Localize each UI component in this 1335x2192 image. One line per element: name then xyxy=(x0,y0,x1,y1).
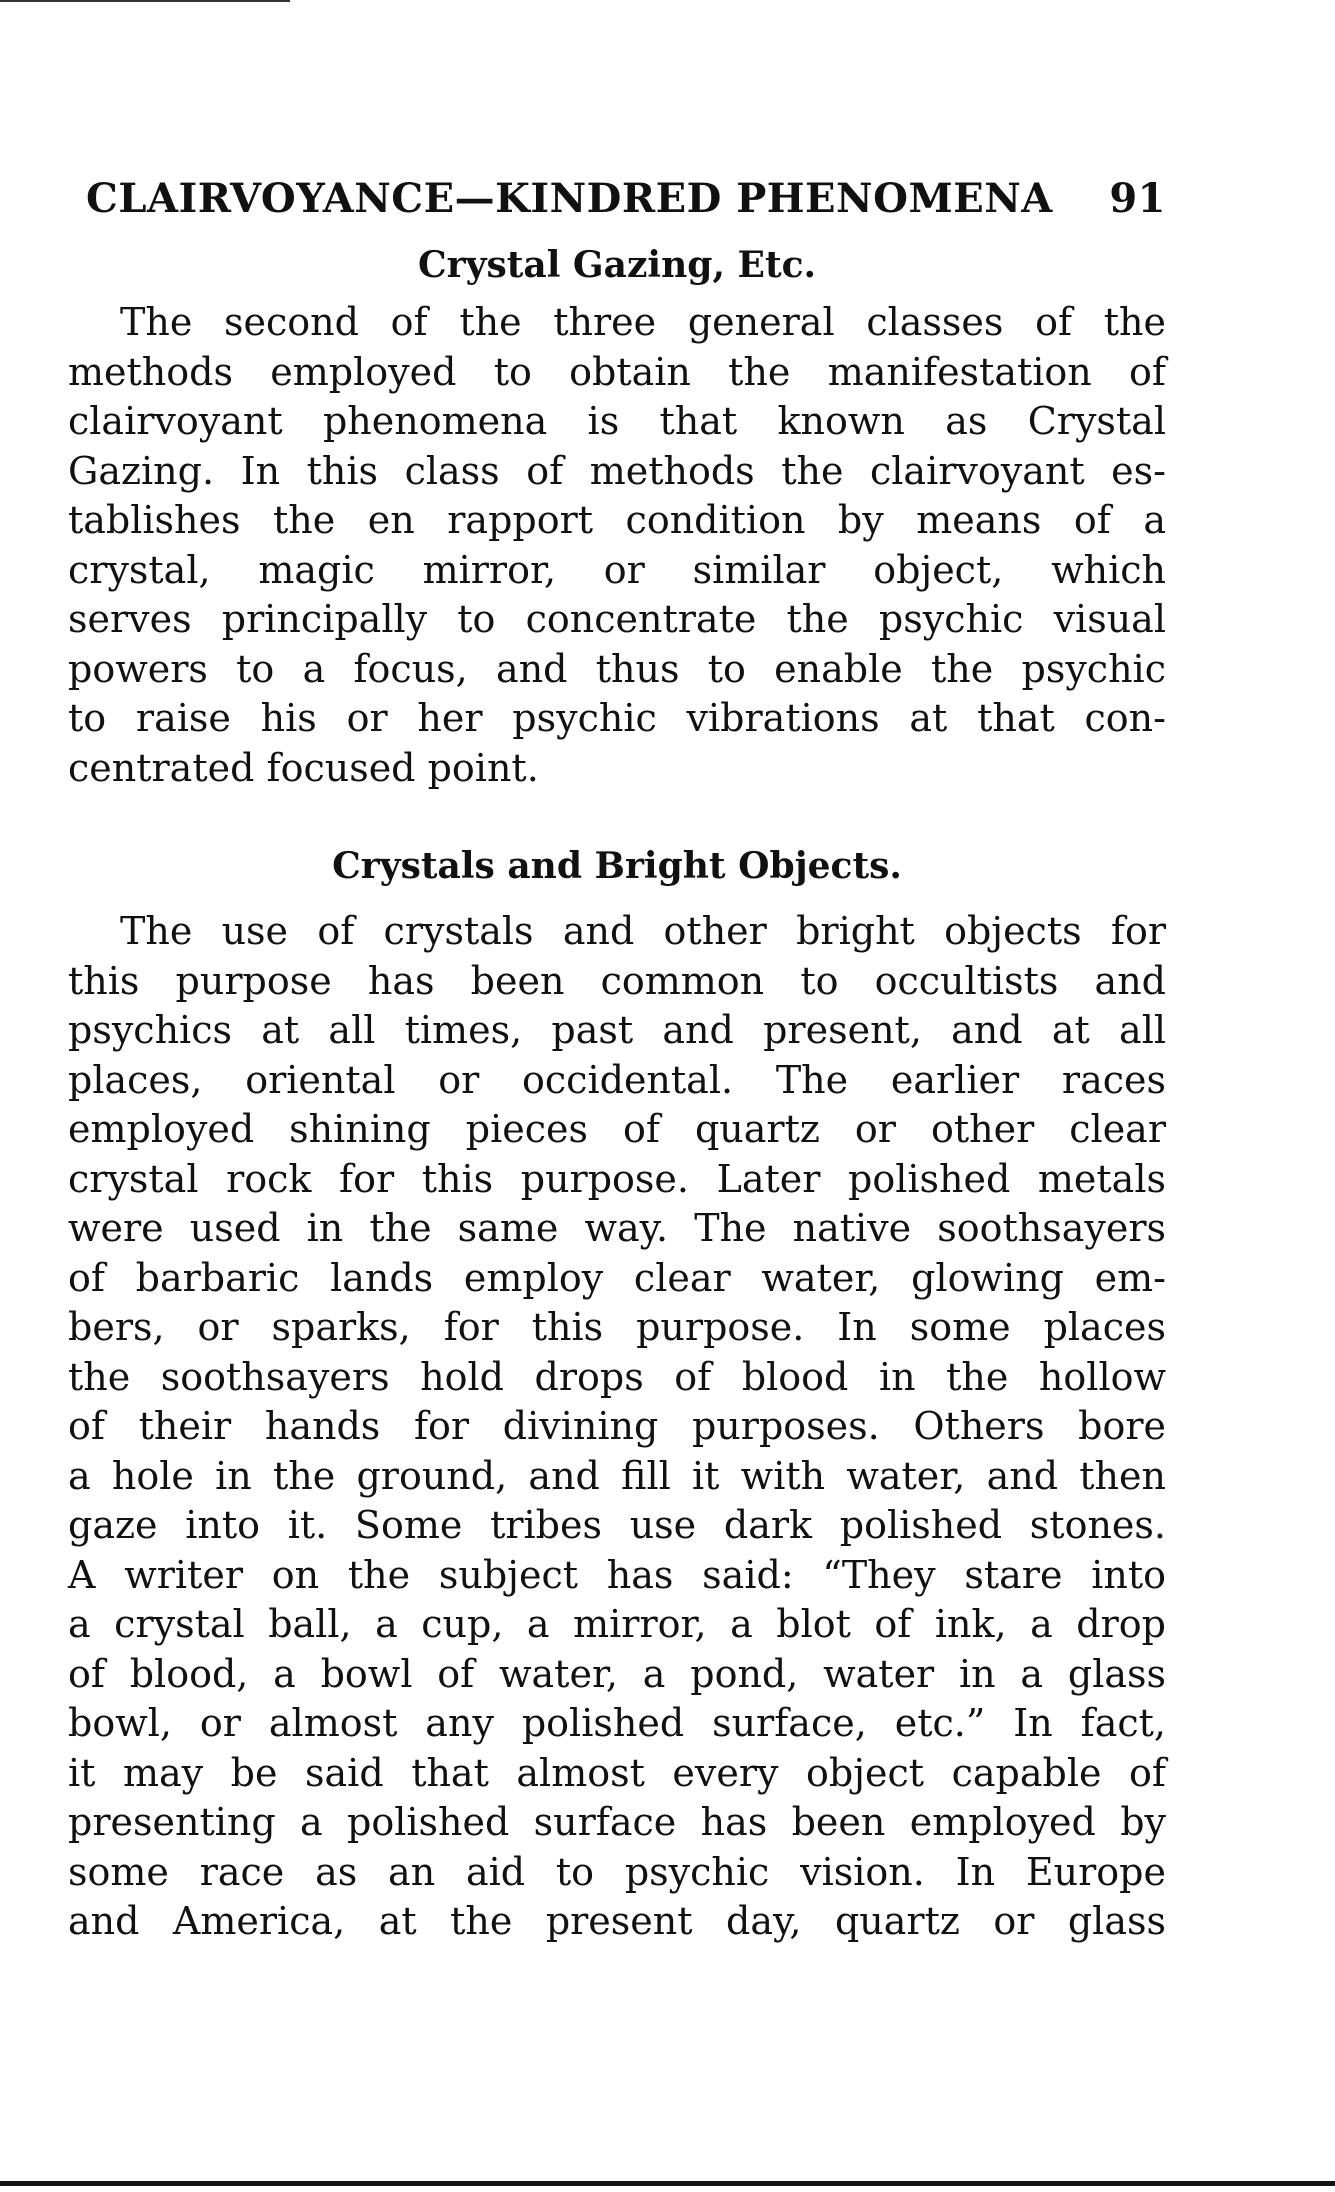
text-line: tablishes the en rapport condition by means of a xyxy=(68,498,1166,542)
text-line: of their hands for divining purposes. Others bore xyxy=(68,1404,1166,1448)
text-line: centrated focused point. xyxy=(68,745,539,790)
text-line: methods employed to obtain the manifestation of xyxy=(68,349,1166,394)
section-heading-crystal-gazing: Crystal Gazing, Etc. xyxy=(417,244,817,286)
text-line: gaze into it. Some tribes use dark polished stones. xyxy=(68,1503,1166,1547)
text-line: Gazing. In this class of methods the clairvoyant es- xyxy=(68,448,1166,493)
text-line: crystal, magic mirror, or similar object, which xyxy=(68,547,1166,592)
text-line: crystal rock for this purpose. Later polished metals xyxy=(68,1156,1166,1201)
text-line: a crystal ball, a cup, a mirror, a blot of ink, a drop xyxy=(68,1602,1166,1646)
text-line: presenting a polished surface has been employed by xyxy=(68,1800,1166,1844)
section-heading-crystals-bright-objects: Crystals and Bright Objects. xyxy=(332,845,902,887)
running-head xyxy=(86,170,1166,228)
text-line: psychics at all times, past and present, and at all xyxy=(68,1008,1166,1052)
text-line: it may be said that almost every object capable of xyxy=(68,1750,1166,1795)
text-line: of blood, a bowl of water, a pond, water in a glass xyxy=(68,1651,1166,1696)
text-line: this purpose has been common to occultists and xyxy=(68,958,1166,1003)
text-line: were used in the same way. The native soothsayers xyxy=(68,1206,1166,1250)
top-rule xyxy=(0,0,290,2)
paragraph-crystals-bright-objects xyxy=(68,907,1166,1947)
text-line: to raise his or her psychic vibrations at that con- xyxy=(68,696,1166,740)
paragraph-crystal-gazing xyxy=(68,298,1166,793)
text-line: bers, or sparks, for this purpose. In some places xyxy=(68,1305,1166,1349)
text-line: places, oriental or occidental. The earlier races xyxy=(68,1057,1166,1102)
text-line: The second of the three general classes of the xyxy=(120,300,1166,344)
text-line: employed shining pieces of quartz or other clear xyxy=(68,1107,1166,1151)
text-line: serves principally to concentrate the psychic visual xyxy=(68,597,1166,641)
text-line: bowl, or almost any polished surface, etc.” In fact, xyxy=(68,1701,1166,1745)
bottom-rule xyxy=(0,2181,1335,2186)
book-page xyxy=(68,170,1166,1947)
running-head-title: CLAIRVOYANCE—KINDRED PHENOMENA xyxy=(86,175,1053,222)
page-number: 91 xyxy=(1109,175,1166,222)
text-line: powers to a focus, and thus to enable the psychic xyxy=(68,646,1166,691)
text-line: clairvoyant phenomena is that known as Crystal xyxy=(68,399,1166,443)
text-line: some race as an aid to psychic vision. In Europe xyxy=(68,1849,1166,1894)
text-line: a hole in the ground, and fill it with water, and then xyxy=(68,1453,1166,1498)
text-line: of barbaric lands employ clear water, glowing em- xyxy=(68,1255,1166,1300)
text-line: and America, at the present day, quartz or glass xyxy=(68,1899,1166,1943)
text-line: The use of crystals and other bright objects for xyxy=(120,909,1166,953)
text-line: A writer on the subject has said: “They stare into xyxy=(68,1552,1166,1597)
text-line: the soothsayers hold drops of blood in the hollow xyxy=(68,1354,1166,1399)
